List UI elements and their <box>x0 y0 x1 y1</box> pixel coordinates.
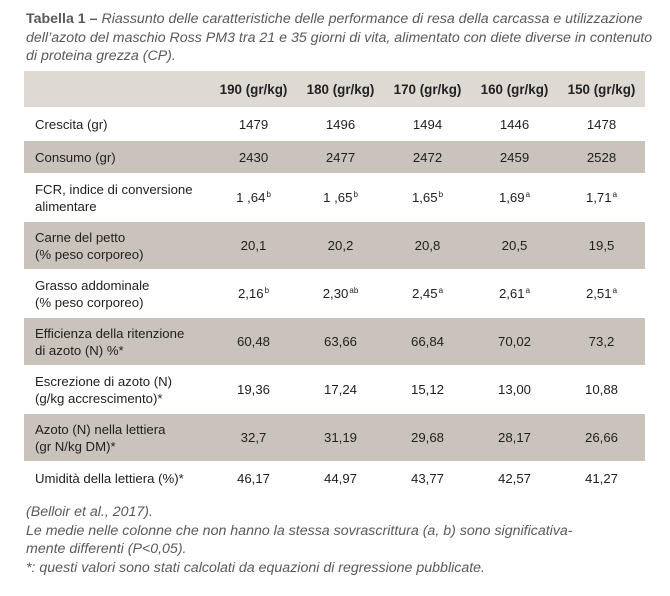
row-label-line: di azoto (N) %* <box>35 342 124 358</box>
column-header: 180 (gr/kg) <box>297 71 384 108</box>
column-header: 190 (gr/kg) <box>210 71 297 108</box>
row-label-line: (% peso corporeo) <box>35 246 144 262</box>
significance-superscript: a <box>612 286 618 295</box>
table-cell <box>297 174 384 222</box>
cell-value: 2,30 <box>322 286 349 301</box>
row-label-line: Carne del petto <box>35 229 126 245</box>
row-label-line: Escrezione di azoto (N) <box>35 373 173 389</box>
table-row <box>24 318 645 366</box>
table-cell <box>384 174 471 222</box>
table-cell <box>384 141 471 174</box>
cell-value: 60,48 <box>236 334 270 349</box>
cell-value: 43,77 <box>410 470 444 486</box>
significance-superscript: b <box>264 286 270 295</box>
cell-value: 1496 <box>325 116 356 132</box>
row-label <box>24 141 210 174</box>
table-row <box>24 462 645 495</box>
row-label-line: Consumo (gr) <box>35 149 116 165</box>
cell-value: 2,16 <box>237 286 264 301</box>
row-label <box>24 270 210 318</box>
table-cell <box>471 270 558 318</box>
footnote-significance: Le medie nelle colonne che non hanno la stessa sovrascrittura (a, b) sono significativa- <box>26 522 573 539</box>
significance-superscript: ab <box>349 286 359 295</box>
table-row <box>24 270 645 318</box>
table-cell <box>297 318 384 366</box>
cell-value: 63,66 <box>323 334 357 349</box>
table-cell <box>558 270 645 318</box>
cell-value: 2,51 <box>585 286 612 301</box>
table-cell <box>384 108 471 141</box>
row-label-line: (gr N/kg DM)* <box>35 438 116 454</box>
footnote-source: (Belloir et al., 2017). <box>26 504 153 520</box>
significance-superscript: a <box>525 190 531 199</box>
data-table <box>24 71 645 494</box>
table-cell <box>297 462 384 495</box>
cell-value: 42,57 <box>497 470 531 486</box>
column-header: 150 (gr/kg) <box>558 71 645 108</box>
row-label-line: FCR, indice di conversione <box>35 181 193 197</box>
table-row <box>24 141 645 174</box>
table-cell <box>558 462 645 495</box>
table-row <box>24 222 645 270</box>
footnotes <box>26 503 656 577</box>
table-cell <box>384 414 471 462</box>
cell-value: 13,00 <box>497 382 531 397</box>
cell-value: 26,66 <box>584 430 618 445</box>
table-cell <box>210 462 297 495</box>
cell-value: 15,12 <box>410 382 444 397</box>
table-cell <box>471 174 558 222</box>
row-label-line: Efficienza della ritenzione <box>35 325 185 341</box>
cell-value: 20,2 <box>327 238 354 253</box>
table-cell <box>297 108 384 141</box>
column-header: 160 (gr/kg) <box>471 71 558 108</box>
table-cell <box>210 222 297 270</box>
cell-value: 2430 <box>238 149 269 165</box>
cell-value: 19,36 <box>236 382 270 397</box>
table-cell <box>558 141 645 174</box>
footnote-regression: *: questi valori sono stati calcolati da equazioni di regressione pubblicate. <box>26 559 486 576</box>
table-cell <box>471 141 558 174</box>
table-cell <box>297 414 384 462</box>
table-cell <box>384 462 471 495</box>
table-body <box>24 108 645 495</box>
table-row <box>24 414 645 462</box>
table-cell <box>297 366 384 414</box>
table-cell <box>210 141 297 174</box>
table-cell <box>297 270 384 318</box>
significance-superscript: b <box>353 190 358 199</box>
cell-value: 19,5 <box>588 238 615 253</box>
cell-value: 66,84 <box>410 334 444 349</box>
row-label <box>24 414 210 462</box>
caption-description: Riassunto delle caratteristiche delle performance di resa della carcassa e utilizzazione dell’azoto del maschio Ross PM3 tra 21 e 35 giorni di vita, alimentato con diete diverse in contenuto di proteina grezza (CP). <box>26 11 653 64</box>
row-label-line: Crescita (gr) <box>35 116 108 132</box>
cell-value: 1494 <box>412 116 443 132</box>
cell-value: 46,17 <box>236 470 270 486</box>
row-label-line: (g/kg accrescimento)* <box>35 390 163 406</box>
cell-value: 2472 <box>412 149 443 165</box>
significance-superscript: b <box>438 190 444 199</box>
table-cell <box>384 318 471 366</box>
row-label <box>24 366 210 414</box>
table-cell <box>558 222 645 270</box>
table-cell <box>210 270 297 318</box>
row-label-line: Azoto (N) nella lettiera <box>35 421 166 437</box>
table-row <box>24 366 645 414</box>
row-label <box>24 222 210 270</box>
table-cell <box>210 174 297 222</box>
cell-value: 17,24 <box>323 382 357 397</box>
header-row <box>24 71 645 108</box>
cell-value: 2,61 <box>498 286 525 301</box>
cell-value: 2459 <box>499 149 530 165</box>
column-header: 170 (gr/kg) <box>384 71 471 108</box>
caption-label: Tabella 1 – <box>26 11 102 27</box>
cell-value: 1479 <box>238 116 269 132</box>
cell-value: 1,71 <box>585 190 612 205</box>
cell-value: 2477 <box>325 149 356 165</box>
table-cell <box>297 222 384 270</box>
table-cell <box>210 366 297 414</box>
cell-value: 1,69 <box>498 190 525 205</box>
cell-value: 29,68 <box>410 430 444 445</box>
table-caption <box>26 10 656 66</box>
table-cell <box>384 366 471 414</box>
table-cell <box>210 318 297 366</box>
cell-value: 2528 <box>586 149 617 165</box>
table-cell <box>471 222 558 270</box>
significance-superscript: a <box>612 190 618 199</box>
table-cell <box>471 108 558 141</box>
row-label-line: (% peso corporeo) <box>35 294 144 310</box>
cell-value: 20,5 <box>501 238 528 253</box>
row-label-line: Umidità della lettiera (%)* <box>35 470 184 486</box>
table-cell <box>384 270 471 318</box>
table-cell <box>558 318 645 366</box>
table-cell <box>384 222 471 270</box>
table-cell <box>471 462 558 495</box>
cell-value: 2,45 <box>411 286 438 301</box>
significance-superscript: b <box>266 190 271 199</box>
cell-value: 32,7 <box>240 430 267 445</box>
significance-superscript: a <box>438 286 444 295</box>
cell-value: 1,65 <box>411 190 438 205</box>
table-cell <box>297 141 384 174</box>
cell-value: 20,1 <box>240 238 267 253</box>
table-cell <box>558 414 645 462</box>
row-label <box>24 108 210 141</box>
cell-value: 20,8 <box>414 238 441 253</box>
table-cell <box>471 318 558 366</box>
row-label-line: alimentare <box>35 198 97 214</box>
header-corner <box>24 71 210 108</box>
table-row <box>24 108 645 141</box>
cell-value: 41,27 <box>584 470 618 486</box>
cell-value: 73,2 <box>588 334 615 349</box>
cell-value: 1 ,64 <box>236 190 266 205</box>
cell-value: 1478 <box>586 116 617 132</box>
cell-value: 10,88 <box>584 382 618 397</box>
cell-value: 28,17 <box>497 430 531 445</box>
table-cell <box>471 366 558 414</box>
significance-superscript: a <box>525 286 531 295</box>
footnote-significance-cont: mente differenti (P<0,05). <box>26 541 187 557</box>
table-cell <box>558 174 645 222</box>
cell-value: 1446 <box>499 116 530 132</box>
cell-value: 44,97 <box>323 470 357 486</box>
row-label <box>24 174 210 222</box>
table-cell <box>471 414 558 462</box>
table-cell <box>558 108 645 141</box>
cell-value: 1 ,65 <box>323 190 353 205</box>
row-label-line: Grasso addominale <box>35 277 150 293</box>
row-label <box>24 318 210 366</box>
table-cell <box>558 366 645 414</box>
cell-value: 31,19 <box>323 430 357 445</box>
table-row <box>24 174 645 222</box>
cell-value: 70,02 <box>497 334 531 349</box>
table-cell <box>210 414 297 462</box>
row-label <box>24 462 210 495</box>
table-cell <box>210 108 297 141</box>
